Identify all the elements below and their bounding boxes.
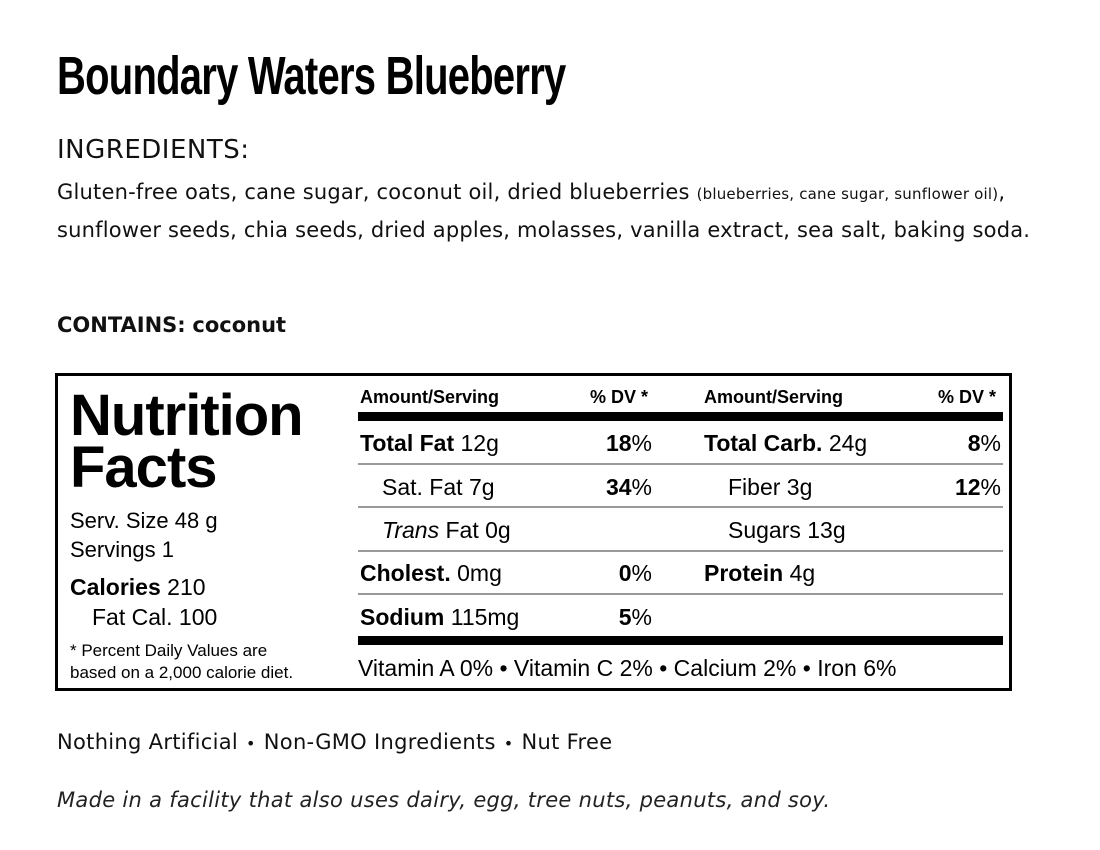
dv-sat-fat: 34% xyxy=(605,474,652,500)
nutrient-sodium: Sodium 115mg xyxy=(360,604,520,630)
dv-total-fat: 18% xyxy=(605,430,652,456)
nutrition-facts-panel xyxy=(55,373,1012,691)
serving-size: Serv. Size 48 g xyxy=(70,508,218,533)
nutrition-title-line-2: Facts xyxy=(70,435,217,500)
thick-rule-bottom xyxy=(358,636,1003,645)
nutrient-fiber: Fiber 3g xyxy=(728,474,813,500)
vitamins-row: Vitamin A 0% • Vitamin C 2% • Calcium 2% • Iron 6% xyxy=(358,655,897,681)
daily-value-footnote xyxy=(70,640,293,684)
dv-total-carb: 8% xyxy=(967,430,1001,456)
claim-separator: • xyxy=(246,734,256,753)
allergen-disclaimer: Made in a facility that also uses dairy, egg, tree nuts, peanuts, and soy. xyxy=(57,788,831,812)
ingredients-heading: INGREDIENTS: xyxy=(57,135,250,165)
product-title: Boundary Waters Blueberry xyxy=(57,46,566,106)
dv-cholesterol: 0% xyxy=(618,560,652,586)
row-divider xyxy=(358,550,1003,552)
nutrient-protein: Protein 4g xyxy=(704,560,816,586)
nutrition-facts-title xyxy=(70,383,303,500)
servings-count: Servings 1 xyxy=(70,537,174,562)
nutrition-title-line-1: Nutrition xyxy=(70,383,303,448)
ingredients-part-2: , sunflower seeds, chia seeds, dried apples, molasses, vanilla extract, sea salt, baking soda. xyxy=(57,180,1031,242)
calorie-info xyxy=(70,572,217,632)
nutrient-cholesterol: Cholest. 0mg xyxy=(360,560,502,586)
row-divider xyxy=(358,593,1003,595)
footnote-line-2: based on a 2,000 calorie diet. xyxy=(70,663,294,682)
contains-value: coconut xyxy=(192,313,287,337)
calories-value: 210 xyxy=(167,574,206,600)
fat-calories: Fat Cal. 100 xyxy=(92,604,218,630)
header-dv-right: % DV * xyxy=(938,387,997,407)
nutrient-trans-fat: Trans Fat 0g xyxy=(382,517,511,543)
claim-non-gmo: Non-GMO Ingredients xyxy=(263,730,496,754)
nutrient-total-carb: Total Carb. 24g xyxy=(704,430,868,456)
claim-nut-free: Nut Free xyxy=(521,730,613,754)
dv-fiber: 12% xyxy=(954,474,1001,500)
header-amount-left: Amount/Serving xyxy=(360,387,500,407)
header-amount-right: Amount/Serving xyxy=(704,387,844,407)
header-dv-left: % DV * xyxy=(590,387,649,407)
contains-label: CONTAINS: xyxy=(57,313,186,337)
row-divider xyxy=(358,463,1003,465)
ingredients-list xyxy=(57,174,1067,248)
row-divider xyxy=(358,506,1003,508)
claim-nothing-artificial: Nothing Artificial xyxy=(57,730,239,754)
product-claims xyxy=(57,728,612,758)
serving-info xyxy=(70,506,218,564)
claim-separator: • xyxy=(503,734,514,753)
thick-rule-top xyxy=(358,412,1003,421)
nutrient-sugars: Sugars 13g xyxy=(728,517,846,543)
calories-label: Calories xyxy=(70,574,161,600)
ingredients-sub-list: (blueberries, cane sugar, sunflower oil) xyxy=(696,185,999,203)
ingredients-part-1: Gluten-free oats, cane sugar, coconut oil, dried blueberries xyxy=(57,180,697,204)
footnote-line-1: * Percent Daily Values are xyxy=(70,641,268,660)
contains-statement xyxy=(57,310,286,340)
dv-sodium: 5% xyxy=(618,604,652,630)
nutrient-total-fat: Total Fat 12g xyxy=(360,430,499,456)
nutrient-sat-fat: Sat. Fat 7g xyxy=(382,474,495,500)
